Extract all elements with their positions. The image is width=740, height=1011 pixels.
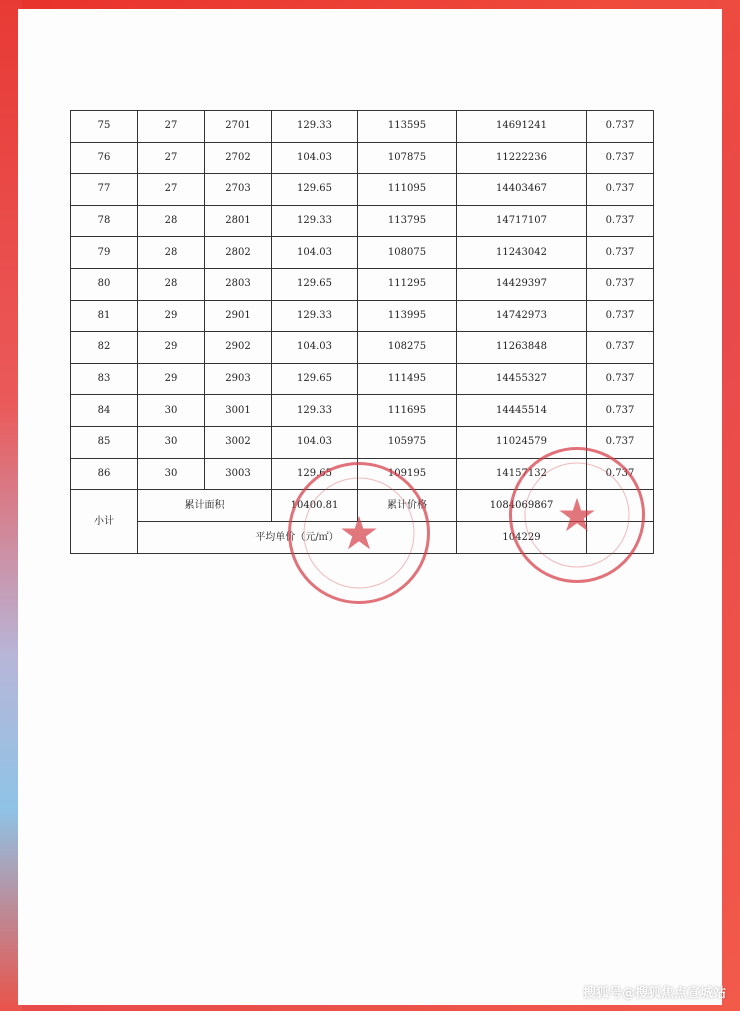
cell-unit-price: 113795 bbox=[358, 205, 457, 237]
cell-room: 2803 bbox=[205, 268, 272, 300]
total-price-label: 累计价格 bbox=[358, 490, 457, 522]
cell-total: 11243042 bbox=[457, 237, 587, 269]
table-row bbox=[71, 332, 654, 364]
cell-no: 81 bbox=[71, 300, 138, 332]
cell-floor: 28 bbox=[138, 237, 205, 269]
cell-room: 2903 bbox=[205, 363, 272, 395]
cell-total: 14403467 bbox=[457, 174, 587, 206]
average-price-label: 平均单价（元/㎡） bbox=[138, 522, 457, 554]
cell-ratio: 0.737 bbox=[587, 237, 654, 269]
subtotal-label: 小计 bbox=[71, 490, 138, 554]
cell-area: 104.03 bbox=[272, 426, 358, 458]
cell-area: 129.65 bbox=[272, 174, 358, 206]
cell-unit-price: 111695 bbox=[358, 395, 457, 427]
cell-floor: 28 bbox=[138, 268, 205, 300]
table-row bbox=[71, 395, 654, 427]
table-row bbox=[71, 237, 654, 269]
cell-unit-price: 107875 bbox=[358, 142, 457, 174]
cell-unit-price: 113995 bbox=[358, 300, 457, 332]
cell-unit-price: 109195 bbox=[358, 458, 457, 490]
cell-no: 80 bbox=[71, 268, 138, 300]
cell-floor: 27 bbox=[138, 142, 205, 174]
cell-floor: 30 bbox=[138, 458, 205, 490]
cell-ratio: 0.737 bbox=[587, 111, 654, 143]
cell-floor: 30 bbox=[138, 426, 205, 458]
cell-floor: 27 bbox=[138, 111, 205, 143]
official-seal-left bbox=[288, 462, 430, 604]
cell-ratio: 0.737 bbox=[587, 142, 654, 174]
cell-unit-price: 111095 bbox=[358, 174, 457, 206]
cell-room: 2902 bbox=[205, 332, 272, 364]
cell-area: 129.65 bbox=[272, 268, 358, 300]
cell-area: 129.33 bbox=[272, 395, 358, 427]
cell-ratio: 0.737 bbox=[587, 300, 654, 332]
total-area-value: 10400.81 bbox=[272, 490, 358, 522]
cell-no: 83 bbox=[71, 363, 138, 395]
table-row bbox=[71, 111, 654, 143]
cell-unit-price: 111495 bbox=[358, 363, 457, 395]
cell-area: 129.33 bbox=[272, 205, 358, 237]
cell-room: 2901 bbox=[205, 300, 272, 332]
watermark-text: 搜狐号@搜狐焦点宣城站 bbox=[582, 986, 726, 1001]
cell-room: 2703 bbox=[205, 174, 272, 206]
cell-unit-price: 108075 bbox=[358, 237, 457, 269]
cell-total: 14445514 bbox=[457, 395, 587, 427]
cell-room: 2802 bbox=[205, 237, 272, 269]
table-row bbox=[71, 142, 654, 174]
cell-no: 75 bbox=[71, 111, 138, 143]
cell-room: 3003 bbox=[205, 458, 272, 490]
cell-no: 85 bbox=[71, 426, 138, 458]
average-price-value: 104229 bbox=[457, 522, 587, 554]
cell-area: 104.03 bbox=[272, 332, 358, 364]
cell-total: 14455327 bbox=[457, 363, 587, 395]
cell-floor: 29 bbox=[138, 363, 205, 395]
table-row bbox=[71, 174, 654, 206]
cell-area: 104.03 bbox=[272, 142, 358, 174]
table-row bbox=[71, 268, 654, 300]
cell-area: 129.65 bbox=[272, 363, 358, 395]
cell-unit-price: 108275 bbox=[358, 332, 457, 364]
cell-total: 14691241 bbox=[457, 111, 587, 143]
cell-total: 14742973 bbox=[457, 300, 587, 332]
table-row bbox=[71, 363, 654, 395]
cell-floor: 29 bbox=[138, 300, 205, 332]
cell-no: 76 bbox=[71, 142, 138, 174]
cell-total: 11024579 bbox=[457, 426, 587, 458]
cell-total: 14429397 bbox=[457, 268, 587, 300]
cell-no: 78 bbox=[71, 205, 138, 237]
cell-area: 129.65 bbox=[272, 458, 358, 490]
cell-room: 2702 bbox=[205, 142, 272, 174]
cell-floor: 30 bbox=[138, 395, 205, 427]
cell-ratio: 0.737 bbox=[587, 268, 654, 300]
cell-ratio: 0.737 bbox=[587, 395, 654, 427]
total-area-label: 累计面积 bbox=[138, 490, 272, 522]
cell-ratio: 0.737 bbox=[587, 332, 654, 364]
cell-room: 2801 bbox=[205, 205, 272, 237]
cell-no: 86 bbox=[71, 458, 138, 490]
total-price-value: 1084069867 bbox=[457, 490, 587, 522]
cell-ratio: 0.737 bbox=[587, 205, 654, 237]
cell-floor: 28 bbox=[138, 205, 205, 237]
cell-area: 129.33 bbox=[272, 300, 358, 332]
price-table-body bbox=[71, 111, 654, 490]
cell-floor: 27 bbox=[138, 174, 205, 206]
cell-total: 11222236 bbox=[457, 142, 587, 174]
cell-room: 3002 bbox=[205, 426, 272, 458]
cell-no: 77 bbox=[71, 174, 138, 206]
cell-no: 84 bbox=[71, 395, 138, 427]
seal-star-icon: ★ bbox=[338, 506, 380, 560]
cell-no: 79 bbox=[71, 237, 138, 269]
cell-ratio: 0.737 bbox=[587, 174, 654, 206]
cell-no: 82 bbox=[71, 332, 138, 364]
cell-ratio: 0.737 bbox=[587, 363, 654, 395]
cell-total: 14157132 bbox=[457, 458, 587, 490]
cell-room: 3001 bbox=[205, 395, 272, 427]
cell-ratio: 0.737 bbox=[587, 458, 654, 490]
table-row bbox=[71, 205, 654, 237]
cell-unit-price: 105975 bbox=[358, 426, 457, 458]
cell-ratio: 0.737 bbox=[587, 426, 654, 458]
cell-area: 129.33 bbox=[272, 111, 358, 143]
cell-area: 104.03 bbox=[272, 237, 358, 269]
table-row bbox=[71, 300, 654, 332]
official-seal-right bbox=[509, 447, 645, 583]
cell-total: 11263848 bbox=[457, 332, 587, 364]
seal-star-icon: ★ bbox=[556, 488, 598, 542]
cell-room: 2701 bbox=[205, 111, 272, 143]
cell-floor: 29 bbox=[138, 332, 205, 364]
cell-unit-price: 113595 bbox=[358, 111, 457, 143]
document-page bbox=[18, 9, 722, 1005]
cell-unit-price: 111295 bbox=[358, 268, 457, 300]
cell-total: 14717107 bbox=[457, 205, 587, 237]
